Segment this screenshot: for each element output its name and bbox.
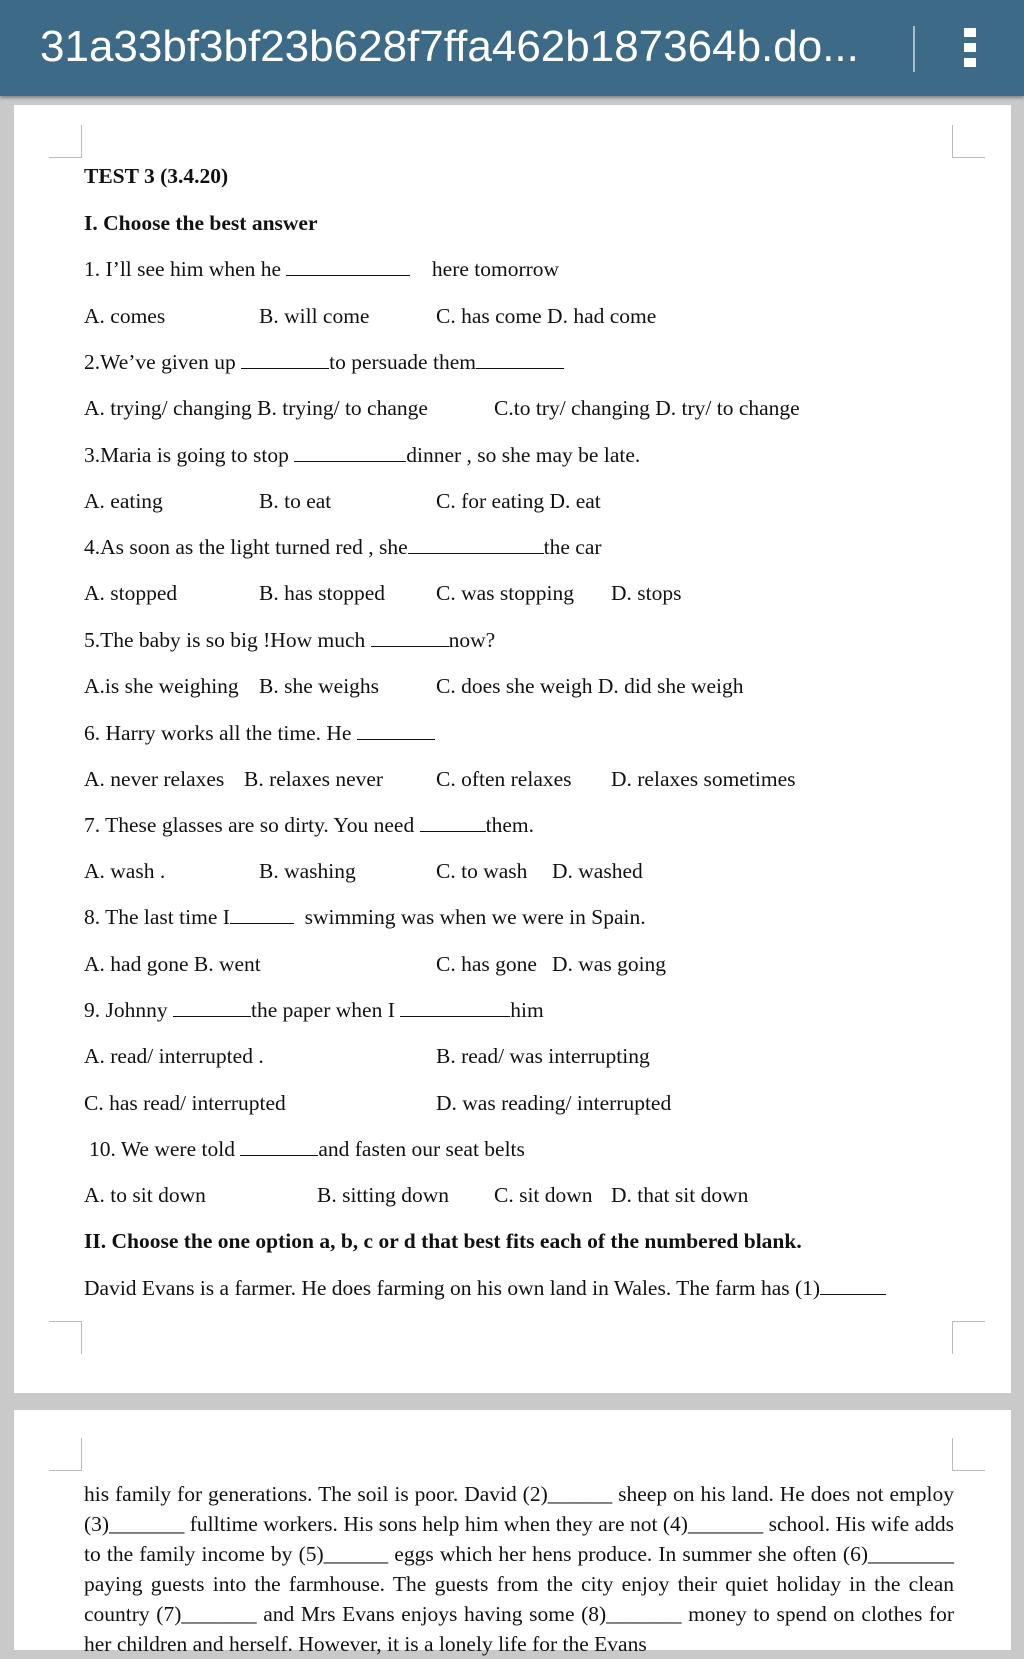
margin-mark <box>952 125 985 158</box>
option[interactable]: D. washed <box>552 859 643 883</box>
passage-line: David Evans is a farmer. He does farming on his own land in Wales. The farm has (1) <box>84 1274 886 1302</box>
option[interactable]: D. that sit down <box>611 1183 749 1207</box>
option[interactable]: C. often relaxes <box>436 767 572 791</box>
option[interactable]: B. will come <box>259 304 370 328</box>
option[interactable]: B. she weighs <box>259 674 380 698</box>
option[interactable]: A. comes <box>84 304 166 328</box>
option[interactable]: C.to try/ changing D. try/ to change <box>494 396 800 420</box>
option[interactable]: C. was stopping <box>436 581 574 605</box>
option[interactable]: A. eating <box>84 489 163 513</box>
option[interactable]: A. never relaxes <box>84 767 225 791</box>
option[interactable]: A. had gone B. went <box>84 952 261 976</box>
section-heading: II. Choose the one option a, b, c or d that best fits each of the numbered blank. <box>84 1229 802 1253</box>
option[interactable]: D. was reading/ interrupted <box>436 1091 672 1115</box>
option[interactable]: B. has stopped <box>259 581 386 605</box>
test-title: TEST 3 (3.4.20) <box>84 164 229 188</box>
option[interactable]: D. stops <box>611 581 682 605</box>
question-4: 4.As soon as the light turned red , she the car <box>84 535 602 559</box>
question-2: 2.We’ve given up to persuade them <box>84 348 564 376</box>
margin-mark <box>49 1321 82 1354</box>
option[interactable]: C. has gone <box>436 952 537 976</box>
option[interactable]: A. read/ interrupted . <box>84 1044 264 1068</box>
option[interactable]: A. trying/ changing B. trying/ to change <box>84 396 428 420</box>
section-heading: I. Choose the best answer <box>84 211 318 235</box>
option[interactable]: C. for eating D. eat <box>436 489 601 513</box>
option[interactable]: D. was going <box>552 952 667 976</box>
question-6: 6. Harry works all the time. He <box>84 719 435 747</box>
question-9: 9. Johnny the paper when I him <box>84 998 544 1022</box>
option[interactable]: B. read/ was interrupting <box>436 1044 650 1068</box>
document-page-1 <box>14 105 1011 1393</box>
option[interactable]: B. relaxes never <box>244 767 384 791</box>
margin-mark <box>952 1438 985 1471</box>
option[interactable]: A. stopped <box>84 581 178 605</box>
passage-text: his family for generations. The soil is poor. David (2)______ sheep on his land. He does not employ (3)_______ fulltime workers. His sons help him when they are not (4)_______ school. His wife adds to the family income by (5)______ eggs which her hens produce. In summer she often (6)________ paying guests into the farmhouse. The guests from the city enjoy their quiet holiday in the clean country (7)_______ and Mrs Evans enjoys having some (8)_______ money to spend on clothes for her children and herself. However, it is a lonely life for the Evans <box>84 1482 954 1656</box>
option[interactable]: B. to eat <box>259 489 332 513</box>
app-bar <box>0 0 1024 96</box>
option[interactable]: B. sitting down <box>317 1183 450 1207</box>
option[interactable]: A.is she weighing <box>84 674 239 698</box>
margin-mark <box>49 1438 82 1471</box>
question-10: 10. We were told and fasten our seat belts <box>89 1137 525 1161</box>
option[interactable]: C. has read/ interrupted <box>84 1091 286 1115</box>
question-3: 3.Maria is going to stop dinner , so she may be late. <box>84 443 641 467</box>
option[interactable]: C. has come D. had come <box>436 304 657 328</box>
question-7: 7. These glasses are so dirty. You need them. <box>84 813 534 837</box>
more-vert-icon[interactable] <box>950 20 990 76</box>
document-page-2 <box>14 1410 1011 1656</box>
document-title[interactable]: 31a33bf3bf23b628f7ffa462b187364b.do... <box>40 22 859 71</box>
option[interactable]: B. washing <box>259 859 356 883</box>
margin-mark <box>952 1321 985 1354</box>
margin-mark <box>49 125 82 158</box>
question-8: 8. The last time I swimming was when we were in Spain. <box>84 905 646 929</box>
option[interactable]: A. wash . <box>84 859 166 883</box>
question-5: 5.The baby is so big !How much now? <box>84 628 496 652</box>
question-1: 1. I’ll see him when he here tomorrow <box>84 257 560 281</box>
option[interactable]: C. does she weigh D. did she weigh <box>436 674 744 698</box>
option[interactable]: A. to sit down <box>84 1183 206 1207</box>
divider <box>913 26 915 72</box>
option[interactable]: C. to wash <box>436 859 528 883</box>
option[interactable]: D. relaxes sometimes <box>611 767 796 791</box>
option[interactable]: C. sit down <box>494 1183 593 1207</box>
